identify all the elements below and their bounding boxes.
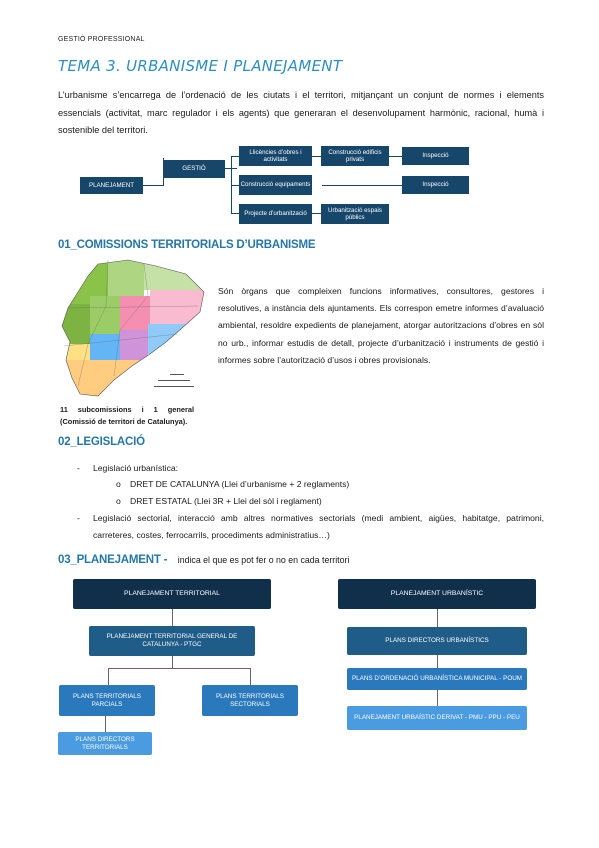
construccio-equipaments-box: Construcció equipaments [239,175,312,195]
section-heading-planejament: 03_PLANEJAMENT - [58,554,168,566]
poum-box: PLANS D’ORDENACIÓ URBANÍSTICA MUNICIPAL - POUM [347,668,527,690]
plans-directors-urbanistics-box: PLANS DIRECTORS URBANÍSTICS [347,627,527,655]
section-heading-legislacio: 02_LEGISLACIÓ [58,436,145,448]
map-region [120,296,150,330]
ptgc-box: PLANEJAMENT TERRITORIAL GENERAL DE CATALUNYA - PTGC [89,626,255,656]
list-item: Legislació urbanística: [93,463,179,473]
list-bullet: - [77,463,80,473]
map-region [120,330,148,360]
catalonia-map [58,256,208,402]
planejament-urbanistic-box: PLANEJAMENT URBANÍSTIC [338,579,536,609]
map-caption: 11 subcomissions i 1 general (Comissió de territori de Catalunya). [60,405,194,426]
projecte-box: Projecte d’urbanització [239,204,312,224]
list-bullet: o [116,496,121,506]
inspeccio-box-1: Inspecció [402,147,469,165]
map-region [90,296,120,334]
comissions-description: Són òrgans que compleixen funcions informatives, consultores, gestores i resolutives, a instància dels ajuntaments. Els correspon emetre informes d’avaluació ambiental, resoldre expedients de planejament, atorgar autoritzacions d’obres en sòl no urb., informar estudis de detall, projecte d’urbanització i instruments de gestió i informes sobre l’autorització d’usos i obres provisionals. [218,286,544,365]
list-item: DRET DE CATALUNYA (Llei d’urbanisme + 2 reglaments) [130,479,350,489]
urbanitzacio-box: Urbanització espais públics [321,204,389,224]
plans-directors-territorials-box: PLANS DIRECTORS TERRITORIALS [58,732,152,755]
planejament-derivat-box: PLANEJAMENT URBAÍSTIC DERIVAT - PMU - PPU - PEU [347,706,527,730]
map-region [150,290,208,324]
map-region [144,256,208,290]
planejament-subtitle: indica el que es pot fer o no en cada territori [177,555,350,565]
map-legend [154,374,194,387]
plans-territorials-parcials-box: PLANS TERRITORIALS PARCIALS [59,685,155,716]
gestio-box: GESTIÓ [163,160,225,178]
planejament-box: PLANEJAMENT [80,177,143,194]
map-region [90,334,120,360]
page-title: TEMA 3. URBANISME I PLANEJAMENT [58,57,343,75]
intro-paragraph: L’urbanisme s’encarrega de l’ordenació de les ciutats i el territori, mitjançant un conjunt de normes i elements essencials (activitat, marc regulador i els agents) que generaran el desenvolupament harmònic, racional, humà i sostenible del territori. [58,90,544,135]
list-bullet: - [77,513,80,523]
plans-territorials-sectorials-box: PLANS TERRITORIALS SECTORIALS [202,685,298,716]
inspeccio-box-2: Inspecció [402,176,469,194]
construccio-edificis-box: Construcció edificis privats [321,146,389,166]
list-item: DRET ESTATAL (Llei 3R + Llei del sòl i reglament) [130,496,322,506]
map-region [58,360,148,402]
section-heading-planejament-row [58,550,349,568]
list-bullet: o [116,479,121,489]
section-heading-comissions: 01_COMISSIONS TERRITORIALS D’URBANISME [58,239,316,251]
map-region [148,324,208,354]
list-item: Legislació sectorial, interacció amb altres normatives sectorials (medi ambient, aigües, habitatge, patrimoni, carreteres, costes, ferrocarrils, procediments administratius…) [93,513,544,540]
planejament-territorial-box: PLANEJAMENT TERRITORIAL [73,579,271,609]
page-header: GESTIÓ PROFESSIONAL [58,36,145,43]
llicencies-box: Llicències d’obres i activitats [239,146,312,166]
